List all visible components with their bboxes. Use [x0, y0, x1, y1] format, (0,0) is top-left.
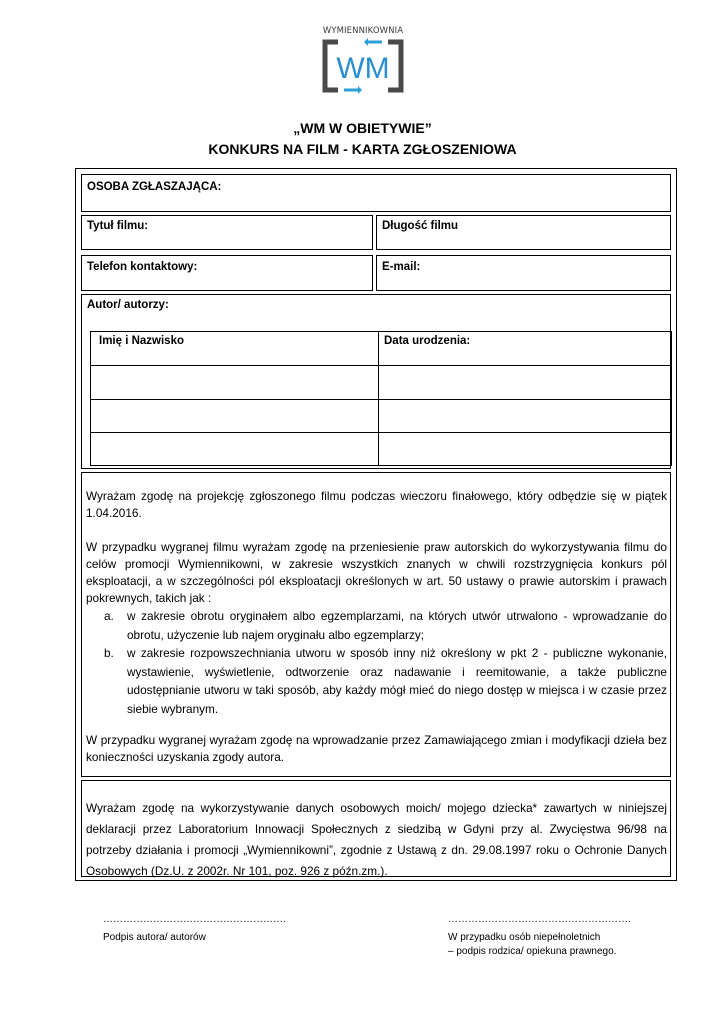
film-length-field[interactable] [376, 215, 671, 250]
list-item [104, 644, 667, 718]
guardian-signature-line[interactable]: ………………………………………………. [448, 914, 631, 925]
logo [320, 26, 406, 92]
author-signature-caption: Podpis autora/ autorów [103, 932, 206, 943]
logo-text: WYMIENNIKOWNIA [322, 26, 404, 36]
consent-copyright-paragraph: W przypadku wygranej filmu wyrażam zgodę na przeniesienie praw autorskich do wykorzystywania filmu do celów promocji Wymiennikowni, w zakresie wszystkich znanych w chwili rozstrzygnięcia konkurs pól eksploatacji, a w szczególności pól eksploatacji określonych w art. 50 ustawy o prawie autorskim i prawach pokrewnych, takich jak : [86, 540, 667, 605]
film-title-label: Tytuł filmu: [87, 220, 149, 232]
author-name-input[interactable] [91, 433, 378, 465]
consent-modification-paragraph: W przypadku wygranej wyrażam zgodę na wprowadzanie przez Zamawiającego zmian i modyfikacji dzieła bez konieczności uzyskania zgody autora. [86, 733, 667, 764]
list-marker: a. [104, 609, 114, 623]
page-subtitle: KONKURS NA FILM - KARTA ZGŁOSZENIOWA [208, 141, 517, 157]
page-title: „WM W OBIETYWIE” [293, 120, 432, 136]
email-field[interactable] [376, 255, 671, 291]
authors-label: Autor/ autorzy: [87, 299, 169, 311]
list-item [104, 607, 667, 644]
author-birthdate-input[interactable] [379, 400, 671, 432]
data-consent-text: Wyrażam zgodę na wykorzystywanie danych osobowych moich/ mojego dziecka* zawartych w niniejszej deklaracji przez Laboratorium Innowacji Społecznych z siedzibą w Gdyni przy al. Zwycięstwa 96/98 na potrzeby działania i promocji „Wymiennikowni”, zgodnie z Ustawą z dn. 29.08.1997 roku o Ochronie Danych Osobowych (Dz.U. z 2002r. Nr 101, poz. 926 z późn.zm.). [86, 801, 667, 878]
phone-field[interactable] [81, 255, 373, 291]
email-label: E-mail: [382, 261, 421, 273]
logo-letters: WM [336, 52, 390, 85]
authors-section [81, 294, 671, 469]
applicant-field[interactable] [81, 174, 671, 212]
applicant-label: OSOBA ZGŁASZAJĄCA: [87, 181, 222, 193]
author-birthdate-input[interactable] [379, 366, 671, 399]
list-marker: b. [104, 646, 114, 660]
list-item-text: w zakresie obrotu oryginałem albo egzemplarzami, na których utwór utrwalono - wprowadzanie do obrotu, użyczenie lub najem oryginału albo egzemplarzy; [127, 609, 667, 642]
consent-section [81, 472, 671, 777]
consent-list [86, 607, 667, 718]
author-birthdate-input[interactable] [379, 433, 671, 465]
guardian-signature-caption-2: – podpis rodzica/ opiekuna prawnego. [448, 946, 617, 957]
authors-table [90, 331, 672, 466]
guardian-signature-caption-1: W przypadku osób niepełnoletnich [448, 932, 601, 943]
list-item-text: w zakresie rozpowszechniania utworu w sposób inny niż określony w pkt 2 - publiczne wykonanie, wystawienie, wyświetlenie, odtworzenie oraz nadawanie i reemitowanie, a także publiczne udostępnianie utworu w taki sposób, aby każdy mógł mieć do niego dostęp w miejsca i w czasie przez siebie wybranym. [127, 646, 667, 716]
author-name-input[interactable] [91, 400, 378, 432]
form-frame [75, 168, 677, 881]
film-length-label: Długość filmu [382, 220, 459, 232]
authors-birthdate-header: Data urodzenia: [384, 335, 471, 347]
data-consent-section [81, 780, 671, 877]
film-title-field[interactable] [81, 215, 373, 250]
phone-label: Telefon kontaktowy: [87, 261, 198, 273]
consent-projection-paragraph: Wyrażam zgodę na projekcję zgłoszonego filmu podczas wieczoru finałowego, który odbędzie się w piątek 1.04.2016. [86, 489, 667, 520]
logo-mark-icon [320, 38, 406, 94]
authors-name-header: Imię i Nazwisko [99, 335, 185, 347]
author-name-input[interactable] [91, 366, 378, 399]
author-signature-line[interactable]: ………………………………………………. [103, 914, 286, 925]
consent-text [86, 488, 667, 766]
